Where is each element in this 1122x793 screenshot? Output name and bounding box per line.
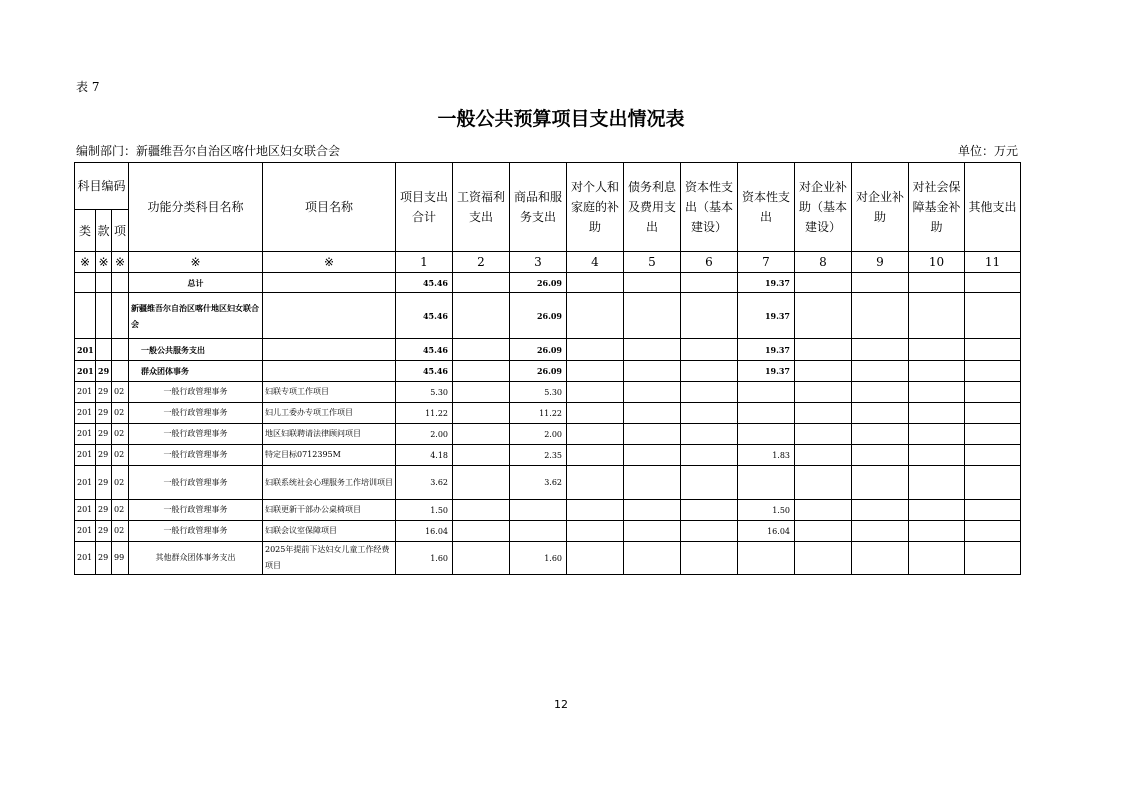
class-code: 201 bbox=[75, 403, 96, 424]
amount-cell-7: 1.50 bbox=[738, 500, 795, 521]
table-number: 表 7 bbox=[76, 80, 100, 94]
index-num: 10 bbox=[909, 252, 965, 273]
amount-cell-4 bbox=[567, 361, 624, 382]
amount-cell-7 bbox=[738, 466, 795, 500]
table-row bbox=[75, 339, 1021, 361]
page-number: 12 bbox=[554, 698, 568, 711]
amount-cell-1: 45.46 bbox=[396, 339, 453, 361]
table-row bbox=[75, 445, 1021, 466]
table-row bbox=[75, 403, 1021, 424]
amount-cell-11 bbox=[965, 466, 1021, 500]
amount-cell-4 bbox=[567, 382, 624, 403]
amount-cell-8 bbox=[795, 521, 852, 542]
amount-cell-7 bbox=[738, 403, 795, 424]
amount-cell-10 bbox=[909, 403, 965, 424]
amount-cell-1: 3.62 bbox=[396, 466, 453, 500]
class-code: 201 bbox=[75, 521, 96, 542]
header-kuan: 款 bbox=[96, 210, 112, 252]
amount-cell-7 bbox=[738, 542, 795, 575]
kuan-code: 29 bbox=[96, 445, 112, 466]
expenditure-table bbox=[74, 162, 1021, 575]
header-col-7: 资本性支出 bbox=[738, 163, 795, 252]
header-col-2: 工资福利支出 bbox=[453, 163, 510, 252]
amount-cell-11 bbox=[965, 403, 1021, 424]
class-code: 201 bbox=[75, 445, 96, 466]
index-num: 8 bbox=[795, 252, 852, 273]
amount-cell-7 bbox=[738, 382, 795, 403]
amount-cell-9 bbox=[852, 521, 909, 542]
project-name-cell bbox=[263, 339, 396, 361]
amount-cell-5 bbox=[624, 293, 681, 339]
amount-cell-4 bbox=[567, 424, 624, 445]
amount-cell-10 bbox=[909, 293, 965, 339]
amount-cell-1: 2.00 bbox=[396, 424, 453, 445]
amount-cell-8 bbox=[795, 361, 852, 382]
amount-cell-10 bbox=[909, 382, 965, 403]
amount-cell-8 bbox=[795, 293, 852, 339]
amount-cell-4 bbox=[567, 500, 624, 521]
amount-cell-2 bbox=[453, 361, 510, 382]
amount-cell-1: 4.18 bbox=[396, 445, 453, 466]
amount-cell-8 bbox=[795, 382, 852, 403]
amount-cell-9 bbox=[852, 273, 909, 293]
amount-cell-6 bbox=[681, 382, 738, 403]
amount-cell-8 bbox=[795, 445, 852, 466]
amount-cell-6 bbox=[681, 273, 738, 293]
amount-cell-6 bbox=[681, 542, 738, 575]
amount-cell-6 bbox=[681, 361, 738, 382]
amount-cell-6 bbox=[681, 500, 738, 521]
index-num: 3 bbox=[510, 252, 567, 273]
table-row bbox=[75, 273, 1021, 293]
amount-cell-5 bbox=[624, 339, 681, 361]
table-row bbox=[75, 521, 1021, 542]
amount-cell-9 bbox=[852, 445, 909, 466]
amount-cell-11 bbox=[965, 521, 1021, 542]
amount-cell-9 bbox=[852, 293, 909, 339]
amount-cell-10 bbox=[909, 542, 965, 575]
department-label: 编制部门：新疆维吾尔自治区喀什地区妇女联合会 bbox=[76, 144, 341, 158]
amount-cell-5 bbox=[624, 466, 681, 500]
amount-cell-3 bbox=[510, 500, 567, 521]
amount-cell-6 bbox=[681, 403, 738, 424]
amount-cell-5 bbox=[624, 424, 681, 445]
amount-cell-3: 2.35 bbox=[510, 445, 567, 466]
amount-cell-2 bbox=[453, 273, 510, 293]
amount-cell-11 bbox=[965, 293, 1021, 339]
amount-cell-2 bbox=[453, 382, 510, 403]
amount-cell-1: 11.22 bbox=[396, 403, 453, 424]
xiang-code: 02 bbox=[112, 424, 129, 445]
header-col-1: 项目支出合计 bbox=[396, 163, 453, 252]
project-name-cell: 地区妇联聘请法律顾问项目 bbox=[263, 424, 396, 445]
func-name-cell: 一般公共服务支出 bbox=[129, 339, 263, 361]
kuan-code: 29 bbox=[96, 403, 112, 424]
amount-cell-6 bbox=[681, 339, 738, 361]
index-num: 4 bbox=[567, 252, 624, 273]
project-name-cell bbox=[263, 293, 396, 339]
amount-cell-10 bbox=[909, 500, 965, 521]
table-row bbox=[75, 382, 1021, 403]
amount-cell-10 bbox=[909, 361, 965, 382]
amount-cell-7 bbox=[738, 424, 795, 445]
amount-cell-3: 26.09 bbox=[510, 361, 567, 382]
amount-cell-7: 19.37 bbox=[738, 361, 795, 382]
kuan-code: 29 bbox=[96, 382, 112, 403]
amount-cell-2 bbox=[453, 466, 510, 500]
page-title: 一般公共预算项目支出情况表 bbox=[437, 108, 685, 130]
amount-cell-7: 19.37 bbox=[738, 339, 795, 361]
amount-cell-11 bbox=[965, 361, 1021, 382]
amount-cell-1: 45.46 bbox=[396, 361, 453, 382]
amount-cell-10 bbox=[909, 339, 965, 361]
amount-cell-11 bbox=[965, 339, 1021, 361]
amount-cell-9 bbox=[852, 424, 909, 445]
amount-cell-3: 11.22 bbox=[510, 403, 567, 424]
amount-cell-2 bbox=[453, 445, 510, 466]
header-lei: 类 bbox=[75, 210, 96, 252]
amount-cell-1: 45.46 bbox=[396, 273, 453, 293]
amount-cell-1: 5.30 bbox=[396, 382, 453, 403]
index-num: 1 bbox=[396, 252, 453, 273]
amount-cell-2 bbox=[453, 403, 510, 424]
amount-cell-6 bbox=[681, 424, 738, 445]
amount-cell-4 bbox=[567, 339, 624, 361]
kuan-code: 29 bbox=[96, 521, 112, 542]
amount-cell-10 bbox=[909, 445, 965, 466]
index-num: 9 bbox=[852, 252, 909, 273]
xiang-code bbox=[112, 293, 129, 339]
table-row bbox=[75, 542, 1021, 575]
amount-cell-3: 2.00 bbox=[510, 424, 567, 445]
func-name-cell: 其他群众团体事务支出 bbox=[129, 542, 263, 575]
amount-cell-1: 1.60 bbox=[396, 542, 453, 575]
amount-cell-4 bbox=[567, 466, 624, 500]
amount-cell-4 bbox=[567, 293, 624, 339]
index-mark: ※ bbox=[263, 252, 396, 273]
project-name-cell: 妇联会议室保障项目 bbox=[263, 521, 396, 542]
kuan-code: 29 bbox=[96, 424, 112, 445]
class-code bbox=[75, 293, 96, 339]
amount-cell-9 bbox=[852, 382, 909, 403]
amount-cell-11 bbox=[965, 445, 1021, 466]
class-code: 201 bbox=[75, 542, 96, 575]
class-code: 201 bbox=[75, 424, 96, 445]
amount-cell-3: 3.62 bbox=[510, 466, 567, 500]
kuan-code: 29 bbox=[96, 500, 112, 521]
table-row bbox=[75, 293, 1021, 339]
amount-cell-5 bbox=[624, 445, 681, 466]
amount-cell-9 bbox=[852, 403, 909, 424]
amount-cell-11 bbox=[965, 273, 1021, 293]
amount-cell-10 bbox=[909, 273, 965, 293]
amount-cell-3: 26.09 bbox=[510, 339, 567, 361]
amount-cell-4 bbox=[567, 521, 624, 542]
project-name-cell: 特定目标0712395M bbox=[263, 445, 396, 466]
amount-cell-3: 26.09 bbox=[510, 273, 567, 293]
amount-cell-9 bbox=[852, 542, 909, 575]
index-num: 11 bbox=[965, 252, 1021, 273]
amount-cell-10 bbox=[909, 466, 965, 500]
index-num: 6 bbox=[681, 252, 738, 273]
index-mark: ※ bbox=[129, 252, 263, 273]
unit-label: 单位：万元 bbox=[958, 144, 1019, 158]
amount-cell-9 bbox=[852, 466, 909, 500]
amount-cell-9 bbox=[852, 339, 909, 361]
func-name-cell: 一般行政管理事务 bbox=[129, 500, 263, 521]
amount-cell-8 bbox=[795, 500, 852, 521]
project-name-cell bbox=[263, 273, 396, 293]
func-name-cell: 新疆维吾尔自治区喀什地区妇女联合会 bbox=[129, 293, 263, 339]
amount-cell-8 bbox=[795, 339, 852, 361]
amount-cell-1: 45.46 bbox=[396, 293, 453, 339]
amount-cell-3: 26.09 bbox=[510, 293, 567, 339]
amount-cell-8 bbox=[795, 466, 852, 500]
amount-cell-3: 1.60 bbox=[510, 542, 567, 575]
xiang-code: 99 bbox=[112, 542, 129, 575]
amount-cell-7: 19.37 bbox=[738, 273, 795, 293]
amount-cell-7: 19.37 bbox=[738, 293, 795, 339]
amount-cell-11 bbox=[965, 382, 1021, 403]
table-row bbox=[75, 361, 1021, 382]
amount-cell-3: 5.30 bbox=[510, 382, 567, 403]
amount-cell-5 bbox=[624, 542, 681, 575]
amount-cell-4 bbox=[567, 403, 624, 424]
amount-cell-11 bbox=[965, 424, 1021, 445]
amount-cell-8 bbox=[795, 273, 852, 293]
header-col-6: 资本性支出（基本建设） bbox=[681, 163, 738, 252]
header-col-11: 其他支出 bbox=[965, 163, 1021, 252]
table-row bbox=[75, 466, 1021, 500]
kuan-code: 29 bbox=[96, 361, 112, 382]
xiang-code: 02 bbox=[112, 500, 129, 521]
amount-cell-7: 16.04 bbox=[738, 521, 795, 542]
func-name-cell: 一般行政管理事务 bbox=[129, 445, 263, 466]
xiang-code: 02 bbox=[112, 445, 129, 466]
func-name-cell: 一般行政管理事务 bbox=[129, 403, 263, 424]
xiang-code: 02 bbox=[112, 403, 129, 424]
amount-cell-4 bbox=[567, 273, 624, 293]
project-name-cell: 妇联专项工作项目 bbox=[263, 382, 396, 403]
func-name-cell: 一般行政管理事务 bbox=[129, 521, 263, 542]
kuan-code: 29 bbox=[96, 466, 112, 500]
header-col-8: 对企业补助（基本建设） bbox=[795, 163, 852, 252]
func-name-cell: 总计 bbox=[129, 273, 263, 293]
index-num: 2 bbox=[453, 252, 510, 273]
amount-cell-2 bbox=[453, 293, 510, 339]
project-name-cell bbox=[263, 361, 396, 382]
table-row bbox=[75, 424, 1021, 445]
amount-cell-2 bbox=[453, 500, 510, 521]
amount-cell-10 bbox=[909, 521, 965, 542]
xiang-code bbox=[112, 339, 129, 361]
amount-cell-1: 16.04 bbox=[396, 521, 453, 542]
amount-cell-5 bbox=[624, 361, 681, 382]
amount-cell-8 bbox=[795, 424, 852, 445]
header-col-9: 对企业补助 bbox=[852, 163, 909, 252]
amount-cell-11 bbox=[965, 500, 1021, 521]
index-row bbox=[75, 252, 1021, 273]
index-mark: ※ bbox=[112, 252, 129, 273]
amount-cell-6 bbox=[681, 466, 738, 500]
amount-cell-5 bbox=[624, 500, 681, 521]
class-code: 201 bbox=[75, 466, 96, 500]
amount-cell-9 bbox=[852, 500, 909, 521]
amount-cell-5 bbox=[624, 273, 681, 293]
xiang-code: 02 bbox=[112, 466, 129, 500]
amount-cell-2 bbox=[453, 424, 510, 445]
xiang-code bbox=[112, 273, 129, 293]
header-xiang: 项 bbox=[112, 210, 129, 252]
amount-cell-7: 1.83 bbox=[738, 445, 795, 466]
header-code: 科目编码 bbox=[75, 163, 129, 210]
amount-cell-1: 1.50 bbox=[396, 500, 453, 521]
amount-cell-8 bbox=[795, 403, 852, 424]
class-code: 201 bbox=[75, 361, 96, 382]
amount-cell-4 bbox=[567, 445, 624, 466]
xiang-code: 02 bbox=[112, 382, 129, 403]
func-name-cell: 群众团体事务 bbox=[129, 361, 263, 382]
class-code bbox=[75, 273, 96, 293]
amount-cell-5 bbox=[624, 403, 681, 424]
func-name-cell: 一般行政管理事务 bbox=[129, 466, 263, 500]
amount-cell-2 bbox=[453, 521, 510, 542]
project-name-cell: 妇联更新干部办公桌椅项目 bbox=[263, 500, 396, 521]
amount-cell-8 bbox=[795, 542, 852, 575]
amount-cell-5 bbox=[624, 382, 681, 403]
index-num: 7 bbox=[738, 252, 795, 273]
kuan-code bbox=[96, 293, 112, 339]
amount-cell-6 bbox=[681, 521, 738, 542]
amount-cell-9 bbox=[852, 361, 909, 382]
header-proj-name: 项目名称 bbox=[263, 163, 396, 252]
index-mark: ※ bbox=[96, 252, 112, 273]
amount-cell-3 bbox=[510, 521, 567, 542]
index-mark: ※ bbox=[75, 252, 96, 273]
amount-cell-2 bbox=[453, 542, 510, 575]
project-name-cell: 妇儿工委办专项工作项目 bbox=[263, 403, 396, 424]
header-col-5: 债务利息及费用支出 bbox=[624, 163, 681, 252]
index-num: 5 bbox=[624, 252, 681, 273]
amount-cell-6 bbox=[681, 293, 738, 339]
func-name-cell: 一般行政管理事务 bbox=[129, 424, 263, 445]
header-func-name: 功能分类科目名称 bbox=[129, 163, 263, 252]
func-name-cell: 一般行政管理事务 bbox=[129, 382, 263, 403]
kuan-code bbox=[96, 273, 112, 293]
class-code: 201 bbox=[75, 382, 96, 403]
amount-cell-6 bbox=[681, 445, 738, 466]
project-name-cell: 2025年提前下达妇女儿童工作经费项目 bbox=[263, 542, 396, 575]
amount-cell-2 bbox=[453, 339, 510, 361]
kuan-code: 29 bbox=[96, 542, 112, 575]
xiang-code: 02 bbox=[112, 521, 129, 542]
amount-cell-4 bbox=[567, 542, 624, 575]
xiang-code bbox=[112, 361, 129, 382]
amount-cell-11 bbox=[965, 542, 1021, 575]
table-row bbox=[75, 500, 1021, 521]
project-name-cell: 妇联系统社会心理服务工作培训项目 bbox=[263, 466, 396, 500]
kuan-code bbox=[96, 339, 112, 361]
class-code: 201 bbox=[75, 339, 96, 361]
header-col-3: 商品和服务支出 bbox=[510, 163, 567, 252]
header-col-10: 对社会保障基金补助 bbox=[909, 163, 965, 252]
class-code: 201 bbox=[75, 500, 96, 521]
amount-cell-5 bbox=[624, 521, 681, 542]
header-col-4: 对个人和家庭的补助 bbox=[567, 163, 624, 252]
amount-cell-10 bbox=[909, 424, 965, 445]
